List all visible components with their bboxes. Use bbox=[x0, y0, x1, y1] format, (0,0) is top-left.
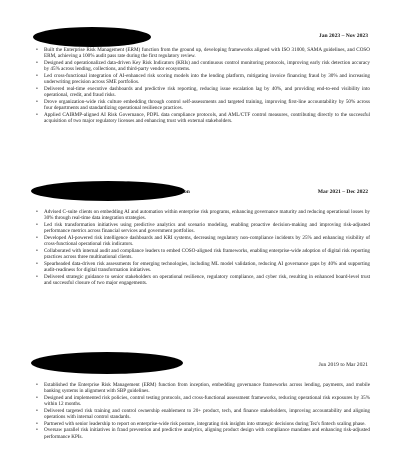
job-date: Jun 2019 to Mar 2021 bbox=[318, 362, 368, 368]
job-bullets bbox=[32, 209, 370, 286]
list-item: • Applied CAIRMP-aligned AI Risk Governance, PDPL data compliance protocols, and AML/CTF control measures, contributing directly to the successful acquisition of two major regulatory licenses and enhancing trust with external stakeholders. bbox=[32, 112, 370, 125]
redaction-bar bbox=[31, 352, 183, 374]
list-item: • Designed and operationalized data-driven Key Risk Indicators (KRIs) and continuous control monitoring protocols, improving early risk detection accuracy by 45% across lending, collections, and third-party vendor ecosystems. bbox=[32, 60, 370, 73]
job-date: Mar 2021 – Dec 2022 bbox=[317, 189, 368, 195]
list-item: • Spearheaded data-driven risk assessments for emerging technologies, including ML model validation, reducing AI governance gaps by 40% and supporting audit-readiness for digital transformation initiatives. bbox=[32, 261, 370, 274]
list-item: • Partnered with senior leadership to report on enterprise-wide risk posture, integrating risk insights into strategic decisions during Tez's fintech scaling phase. bbox=[32, 421, 370, 427]
list-item: • Designed and implemented risk policies, control testing protocols, and cross-functional assessment frameworks, reducing operational risk exposures by 35% within 12 months. bbox=[32, 395, 370, 408]
list-item: • Led risk transformation initiatives using predictive analytics and scenario modeling, enabling proactive decision-making and improving risk-adjusted performance metrics across financial services and government portfolios. bbox=[32, 222, 370, 235]
list-item: • Oversaw parallel risk initiatives in fraud prevention and predictive analytics, aligning product design with compliance mandates and enhancing risk-adjusted performance KPIs. bbox=[32, 427, 370, 440]
job-title: on bbox=[184, 189, 190, 195]
list-item: • Led cross-functional integration of AI-enhanced risk scoring models into the lending platform, mitigating invoice financing fraud by 30% and increasing underwriting precision across SME portfolios. bbox=[32, 73, 370, 86]
job-bullets bbox=[32, 382, 370, 440]
list-item: • Collaborated with internal audit and compliance leaders to embed COSO-aligned risk frameworks, enabling enterprise-wide adoption of digital risk reporting practices across three multinational clients. bbox=[32, 248, 370, 261]
redaction-bar bbox=[31, 181, 185, 201]
list-item: • Developed AI-powered risk intelligence dashboards and KRI systems, decreasing regulatory non-compliance incidents by 25% and enhancing visibility of cross-functional operational risk indicators. bbox=[32, 235, 370, 248]
list-item: • Established the Enterprise Risk Management (ERM) function from inception, embedding governance frameworks across lending, payments, and mobile banking systems in alignment with SBP guidelines. bbox=[32, 382, 370, 395]
list-item: • Delivered strategic guidance to senior stakeholders on operational resilience, regulatory compliance, and cyber risk, resulting in enhanced board-level trust and successful closure of two major engagements. bbox=[32, 274, 370, 287]
list-item: • Delivered targeted risk training and control ownership enablement to 20+ product, tech, and finance stakeholders, improving accountability and aligning operations with internal control standards. bbox=[32, 408, 370, 421]
redaction-bar bbox=[33, 27, 151, 47]
list-item: • Delivered real-time executive dashboards and predictive risk reporting, reducing issue escalation lag by 40%, and providing end-to-end visibility into operational, credit, and fraud risks. bbox=[32, 86, 370, 99]
job-date: Jan 2023 – Nov 2023 bbox=[318, 33, 368, 39]
list-item: • Built the Enterprise Risk Management (ERM) function from the ground up, developing frameworks aligned with ISO 31000, SAMA guidelines, and COSO ERM, achieving a 100% audit pass rate during the first regulatory review. bbox=[32, 47, 370, 60]
list-item: • Drove organization-wide risk culture embedding through control self-assessments and targeted training, improving first-line accountability by 50% across four departments and standardizing operational resilience practices. bbox=[32, 99, 370, 112]
job-bullets bbox=[32, 47, 370, 124]
list-item: • Advised C-suite clients on embedding AI and automation within enterprise risk programs, enhancing governance maturity and reducing operational losses by 30% through real-time data integration strategies. bbox=[32, 209, 370, 222]
